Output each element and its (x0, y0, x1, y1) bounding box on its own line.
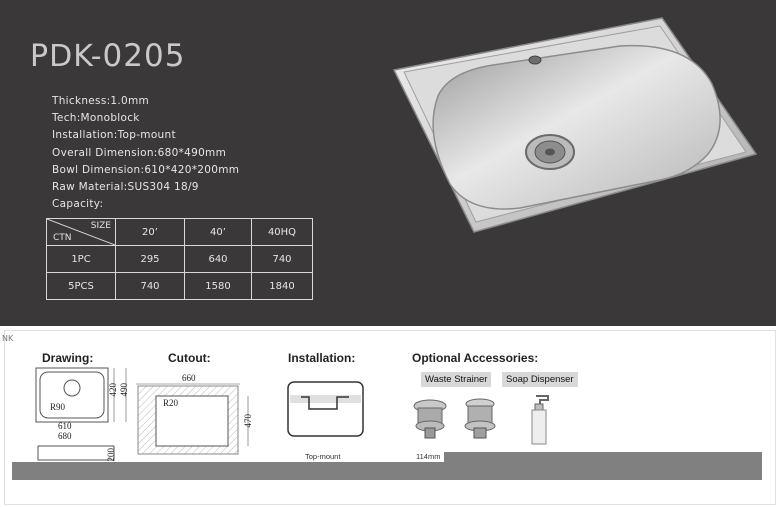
installation-caption: Top-mount (305, 452, 341, 461)
spec-capacity: Capacity: (52, 198, 104, 211)
table-cell: 295 (116, 246, 185, 273)
row-label: 5PCS (47, 273, 116, 300)
table-cell: 640 (185, 246, 252, 273)
table-cell: 740 (252, 246, 313, 273)
header-40ft: 40’ (185, 219, 252, 246)
cutout-diagram (136, 382, 256, 458)
accessories-title: Optional Accessories: (412, 351, 539, 365)
sink-product-image (390, 14, 760, 236)
drawing-radius: R90 (50, 402, 66, 412)
table-row (47, 273, 313, 300)
table-row (47, 246, 313, 273)
model-number: PDK-0205 (30, 38, 186, 74)
installation-title: Installation: (288, 351, 356, 365)
spec-bowl-dimension: Bowl Dimension:610*420*200mm (52, 163, 240, 176)
gray-band (12, 462, 762, 480)
header-40hq: 40HQ (252, 219, 313, 246)
header-20ft: 20’ (116, 219, 185, 246)
container-capacity-table (46, 218, 313, 300)
table-corner-cell (47, 219, 116, 246)
ctn-label: CTN (53, 233, 72, 243)
spec-installation: Installation:Top-mount (52, 129, 176, 142)
installation-diagram (287, 381, 365, 439)
drawing-title: Drawing: (42, 351, 94, 365)
size-label: SIZE (90, 221, 111, 231)
table-header-row (47, 219, 313, 246)
drawing-height-bowl: 420 (108, 383, 118, 397)
waste-strainer-icon (410, 396, 450, 446)
spec-raw-material: Raw Material:SUS304 18/9 (52, 181, 199, 194)
drawing-height-overall: 490 (119, 383, 129, 397)
gray-band-upper (444, 452, 762, 462)
strainer-size: 114mm (416, 452, 441, 461)
waste-strainer-icon-alt (460, 396, 500, 446)
soap-dispenser-icon (526, 392, 554, 448)
table-cell: 1840 (252, 273, 313, 300)
spec-thickness: Thickness:1.0mm (52, 95, 150, 107)
drawing-width-bowl: 610 (58, 421, 72, 431)
drawing-width-overall: 680 (58, 431, 72, 441)
edge-text: NK (2, 334, 14, 343)
cutout-width: 660 (182, 373, 196, 383)
drawing-depth: 200 (106, 448, 116, 462)
cutout-radius: R20 (163, 398, 179, 408)
soap-dispenser-label: Soap Dispenser (502, 372, 578, 387)
spec-tech: Tech:Monoblock (52, 112, 140, 125)
drawing-diagram (34, 366, 134, 466)
table-cell: 740 (116, 273, 185, 300)
table-cell: 1580 (185, 273, 252, 300)
cutout-title: Cutout: (168, 351, 211, 365)
spec-overall-dimension: Overall Dimension:680*490mm (52, 146, 227, 159)
row-label: 1PC (47, 246, 116, 273)
cutout-height: 470 (243, 414, 253, 428)
spec-list (52, 93, 239, 213)
waste-strainer-label: Waste Strainer (421, 372, 491, 387)
